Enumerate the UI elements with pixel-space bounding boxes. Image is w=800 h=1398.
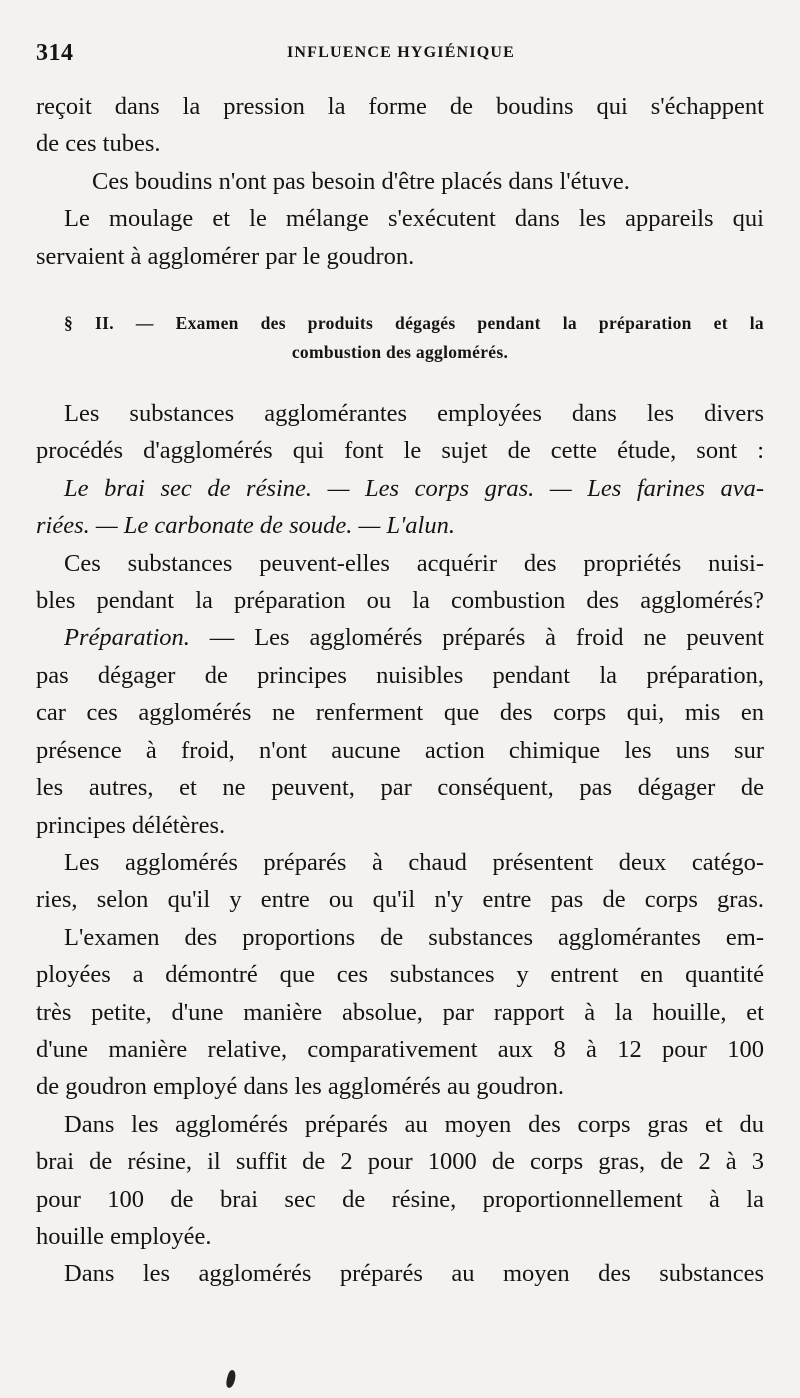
text-line: Ces substances peuvent-elles acquérir des propriétés nuisi-: [64, 549, 764, 577]
page-number: 314: [36, 40, 74, 66]
text-line: présence à froid, n'ont aucune action chimique les uns sur: [36, 736, 764, 764]
text-line: reçoit dans la pression la forme de boudins qui s'échappent: [36, 93, 764, 120]
paragraph: [36, 470, 764, 545]
text-line: car ces agglomérés ne renferment que des corps qui, mis en: [36, 699, 764, 727]
text-line: pour 100 de brai sec de résine, proportionnellement à la: [36, 1185, 764, 1213]
paragraph: [36, 163, 764, 200]
text-line: L'examen des proportions de substances agglomérantes em-: [64, 923, 764, 951]
text-line: les autres, et ne peuvent, par conséquent, pas dégager de: [36, 774, 764, 802]
text-line: Le brai sec de résine. — Les corps gras. — Les farines ava-: [64, 474, 764, 502]
text-line: ployées a démontré que ces substances y entrent en quantité: [36, 961, 764, 989]
text-line: [36, 619, 764, 656]
text-line: ries, selon qu'il y entre ou qu'il n'y entre pas de corps gras.: [36, 886, 764, 914]
text-line: d'une manière relative, comparativement aux 8 à 12 pour 100: [36, 1035, 764, 1063]
text-line: Dans les agglomérés préparés au moyen des corps gras et du: [64, 1110, 764, 1138]
text-line: riées. — Le carbonate de soude. — L'alun.: [36, 512, 455, 540]
text-run: — Les agglomérés préparés à froid ne peuvent: [189, 624, 764, 652]
paragraph: [36, 200, 764, 275]
text-line: bles pendant la préparation ou la combustion des agglomérés?: [36, 587, 764, 615]
text-line: de goudron employé dans les agglomérés au goudron.: [36, 1073, 564, 1101]
section-heading-line: § II. — Examen des produits dégagés pendant la préparation et la: [64, 313, 764, 334]
paragraph: [36, 1255, 764, 1292]
paragraph: [36, 1106, 764, 1256]
text-line: houille employée.: [36, 1222, 212, 1250]
text-line: brai de résine, il suffit de 2 pour 1000 de corps gras, de 2 à 3: [36, 1148, 764, 1176]
body-text: [36, 88, 764, 1293]
text-line: Dans les agglomérés préparés au moyen des substances: [64, 1260, 764, 1288]
paragraph: [36, 88, 764, 163]
running-head: INFLUENCE HYGIÉNIQUE: [286, 44, 516, 61]
section-heading-line: combustion des agglomérés.: [291, 342, 509, 363]
text-line: Les agglomérés préparés à chaud présentent deux catégo-: [64, 848, 764, 876]
text-line: Les substances agglomérantes employées dans les divers: [64, 400, 764, 428]
text-line: principes délétères.: [36, 811, 226, 839]
text-line: très petite, d'une manière absolue, par rapport à la houille, et: [36, 998, 764, 1026]
paragraph: [36, 395, 764, 470]
text-line: de ces tubes.: [36, 130, 161, 158]
text-line: servaient à agglomérer par le goudron.: [36, 242, 415, 270]
ink-mark: [225, 1369, 237, 1388]
text-line: Ces boudins n'ont pas besoin d'être placés dans l'étuve.: [92, 167, 630, 195]
section-heading: [36, 309, 764, 367]
text-line: procédés d'agglomérés qui font le sujet de cette étude, sont :: [36, 437, 764, 465]
text-line: Le moulage et le mélange s'exécutent dans les appareils qui: [64, 205, 764, 233]
paragraph-label: Préparation.: [64, 624, 190, 652]
paragraph: [36, 619, 764, 843]
paragraph: [36, 844, 764, 919]
paragraph: [36, 919, 764, 1106]
page-header: [36, 40, 766, 74]
text-line: pas dégager de principes nuisibles pendant la préparation,: [36, 661, 764, 689]
paragraph: [36, 545, 764, 620]
